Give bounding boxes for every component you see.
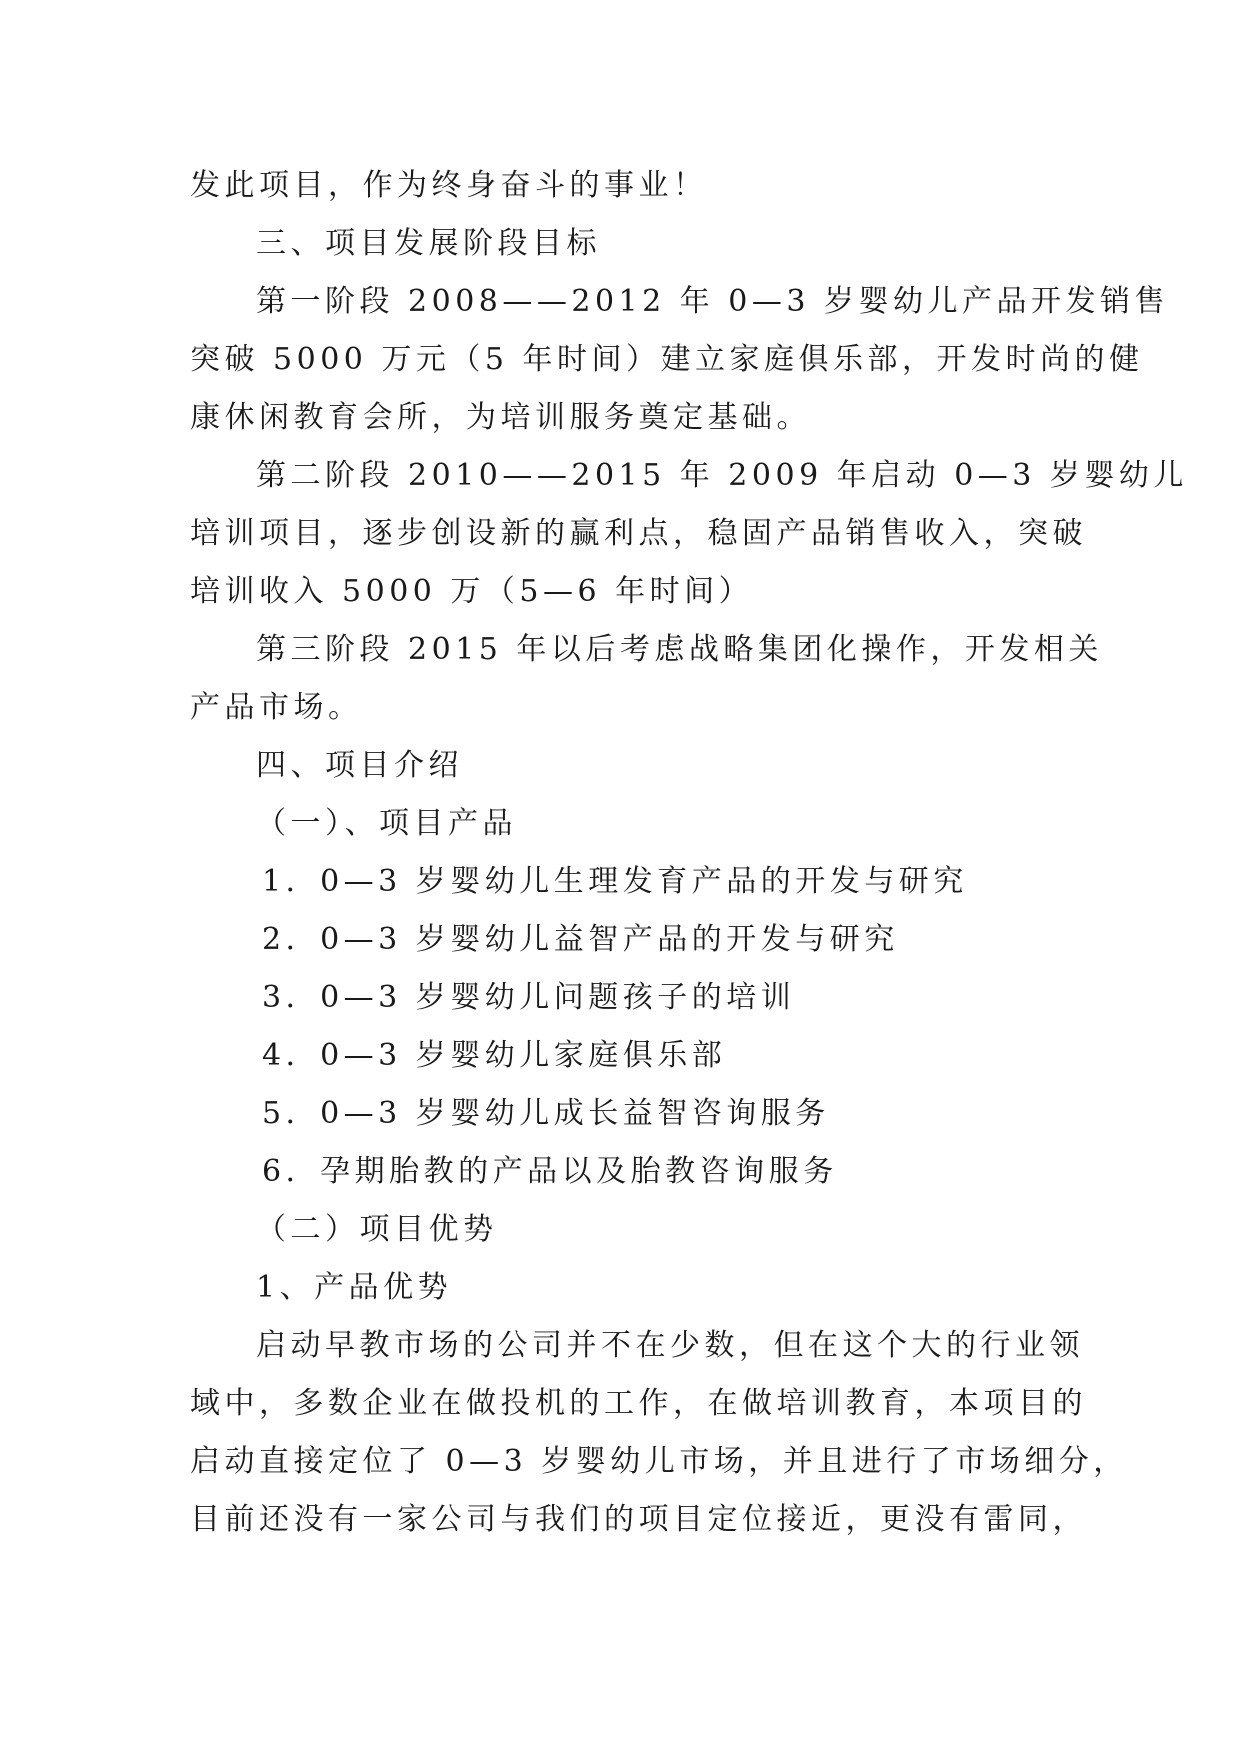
subsection-heading: （一）、项目产品	[256, 806, 517, 841]
paragraph-line: 康休闲教育会所，为培训服务奠定基础。	[190, 400, 811, 435]
subsection-heading: 1、产品优势	[256, 1270, 453, 1305]
paragraph-line: 突破 5000 万元（5 年时间）建立家庭俱乐部，开发时尚的健	[190, 342, 1144, 377]
paragraph-line: 培训收入 5000 万（5—6 年时间）	[190, 574, 754, 609]
paragraph-line: 域中，多数企业在做投机的工作，在做培训教育，本项目的	[190, 1386, 1087, 1421]
paragraph-line: 启动早教市场的公司并不在少数，但在这个大的行业领	[256, 1328, 1084, 1363]
paragraph-line: 第二阶段 2010——2015 年 2009 年启动 0—3 岁婴幼儿	[256, 458, 1188, 493]
paragraph-line: 发此项目，作为终身奋斗的事业！	[190, 168, 708, 203]
paragraph-line: 培训项目，逐步创设新的赢利点，稳固产品销售收入，突破	[190, 516, 1087, 551]
section-heading: 四、项目介绍	[256, 748, 463, 783]
section-heading: 三、项目发展阶段目标	[256, 226, 601, 261]
paragraph-line: 目前还没有一家公司与我们的项目定位接近，更没有雷同，	[190, 1502, 1087, 1537]
paragraph-line: 产品市场。	[190, 690, 363, 725]
list-item: 5．0—3 岁婴幼儿成长益智咨询服务	[262, 1096, 830, 1131]
list-item: 1．0—3 岁婴幼儿生理发育产品的开发与研究	[262, 864, 968, 899]
subsection-heading: （二）项目优势	[256, 1212, 498, 1247]
paragraph-line: 第三阶段 2015 年以后考虑战略集团化操作，开发相关	[256, 632, 1103, 667]
paragraph-line: 启动直接定位了 0—3 岁婴幼儿市场，并且进行了市场细分，	[190, 1444, 1128, 1479]
list-item: 6．孕期胎教的产品以及胎教咨询服务	[262, 1154, 838, 1189]
list-item: 4．0—3 岁婴幼儿家庭俱乐部	[262, 1038, 727, 1073]
paragraph-line: 第一阶段 2008——2012 年 0—3 岁婴幼儿产品开发销售	[256, 284, 1170, 319]
list-item: 3．0—3 岁婴幼儿问题孩子的培训	[262, 980, 796, 1015]
list-item: 2．0—3 岁婴幼儿益智产品的开发与研究	[262, 922, 899, 957]
